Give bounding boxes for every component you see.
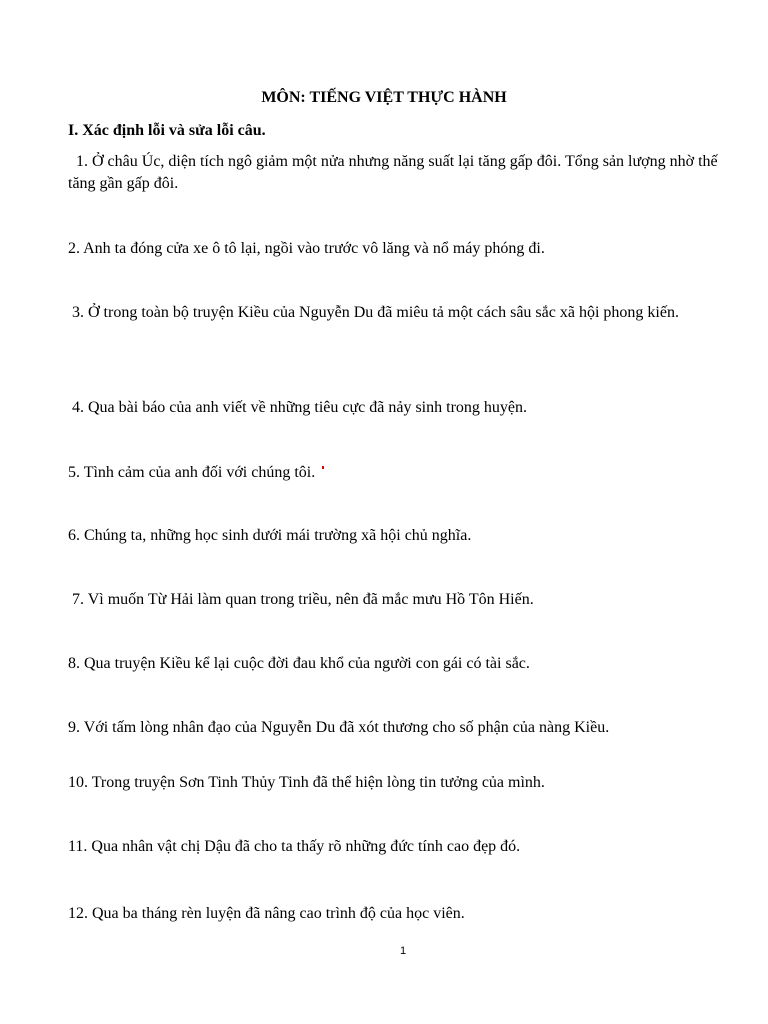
- item-text: 11. Qua nhân vật chị Dậu đã cho ta thấy rõ những đức tính cao đẹp đó.: [68, 838, 521, 855]
- list-item: [68, 772, 545, 794]
- item-text: 5. Tình cảm của anh đối với chúng tôi.: [68, 464, 316, 481]
- list-item: [68, 836, 520, 858]
- red-mark: [322, 466, 324, 469]
- page-number: 1: [399, 945, 407, 957]
- list-item: [68, 653, 530, 675]
- item-text: 10. Trong truyện Sơn Tinh Thủy Tinh đã thể hiện lòng tin tưởng của mình.: [68, 774, 545, 791]
- list-item: [68, 903, 465, 925]
- item-text: 4. Qua bài báo của anh viết về những tiêu cực đã nảy sinh trong huyện.: [72, 399, 527, 416]
- list-item: [68, 525, 471, 547]
- item-text: 7. Vì muốn Từ Hải làm quan trong triều, nên đã mắc mưu Hồ Tôn Hiến.: [72, 591, 534, 608]
- list-item: [68, 462, 324, 484]
- item-text: 3. Ở trong toàn bộ truyện Kiều của Nguyễn Du đã miêu tả một cách sâu sắc xã hội phong kiến.: [72, 304, 679, 321]
- item-text: 1. Ở châu Úc, diện tích ngô giảm một nửa nhưng năng suất lại tăng gấp đôi. Tổng sản lượng nhờ thế tăng gần gấp đôi.: [68, 153, 718, 192]
- item-text: 8. Qua truyện Kiều kể lại cuộc đời đau khổ của người con gái có tài sắc.: [68, 655, 530, 672]
- list-item: [72, 397, 527, 419]
- list-item: [72, 302, 679, 324]
- page-title: MÔN: TIẾNG VIỆT THỰC HÀNH: [261, 89, 507, 106]
- item-text: 6. Chúng ta, những học sinh dưới mái trường xã hội chủ nghĩa.: [68, 527, 472, 544]
- item-text: 12. Qua ba tháng rèn luyện đã nâng cao trình độ của học viên.: [68, 905, 465, 922]
- list-item: [72, 589, 534, 611]
- list-item: [68, 151, 718, 195]
- list-item: [68, 238, 545, 260]
- section-heading: I. Xác định lỗi và sửa lỗi câu.: [68, 122, 266, 139]
- list-item: [68, 717, 609, 739]
- item-text: 2. Anh ta đóng cửa xe ô tô lại, ngồi vào trước vô lăng và nổ máy phóng đi.: [68, 240, 545, 257]
- item-text: 9. Với tấm lòng nhân đạo của Nguyễn Du đã xót thương cho số phận của nàng Kiều.: [68, 719, 610, 736]
